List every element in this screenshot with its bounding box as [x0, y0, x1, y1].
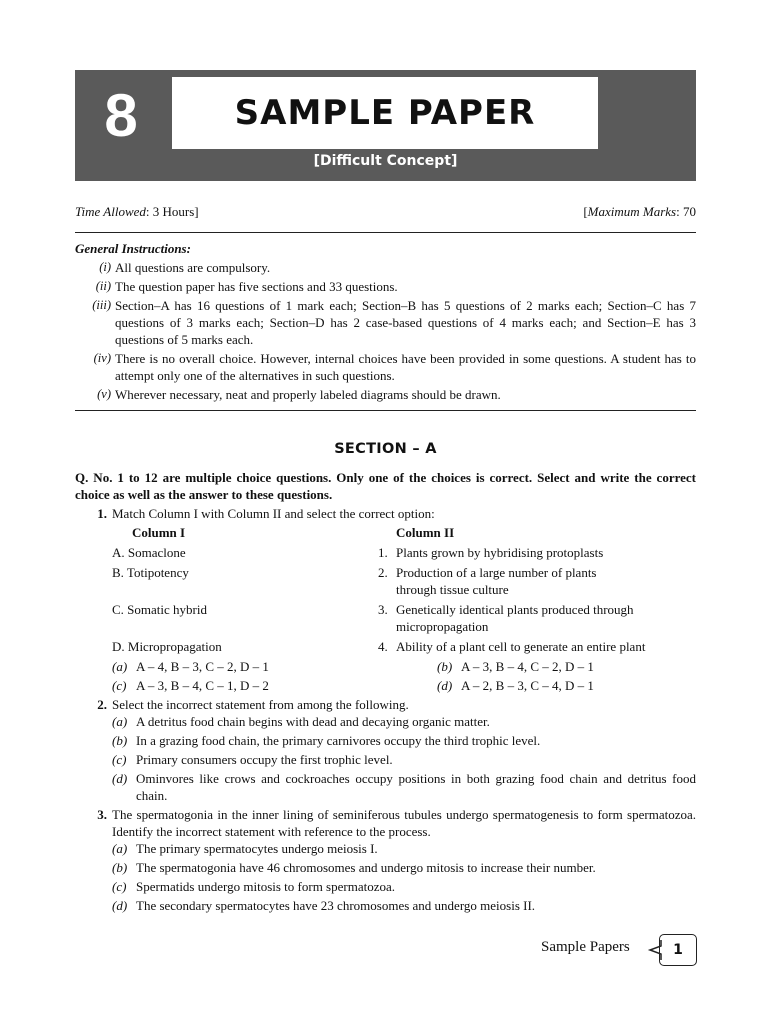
option-a[interactable]: (a) A – 4, B – 3, C – 2, D – 1: [112, 659, 269, 674]
option-row: [112, 677, 696, 694]
instruction-item: (i) All questions are compulsory.: [99, 260, 271, 275]
option-d[interactable]: (d) A – 2, B – 3, C – 4, D – 1: [437, 678, 594, 693]
option-b[interactable]: (b) In a grazing food chain, the primary carnivores occupy the third trophic level.: [112, 733, 541, 748]
paper-title: SAMPLE PAPER: [172, 77, 598, 149]
question-2: 2. Select the incorrect statement from among the following.: [97, 697, 409, 712]
page-number: 1: [659, 934, 697, 966]
option-d[interactable]: (d) Ominvores like crows and cockroaches occupy positions in both grazing food chain and detritus food chain.: [112, 771, 696, 803]
match-row: C. Somatic hybrid 3. Genetically identical plants produced through micropropagation: [112, 602, 634, 634]
match-row: B. Totipotency 2. Production of a large number of plants through tissue culture: [112, 565, 597, 597]
option-c[interactable]: (c) A – 3, B – 4, C – 1, D – 2: [112, 678, 269, 693]
instruction-item: (iv) There is no overall choice. However, internal choices have been provided in some questions. A student has to attempt only one of the alternatives in such questions.: [93, 351, 696, 383]
maximum-marks: [Maximum Marks: 70: [583, 204, 696, 219]
footer-label: Sample Papers: [541, 939, 630, 955]
general-instructions: [75, 240, 696, 405]
paper-banner: [75, 70, 696, 181]
instruction-item: (ii) The question paper has five sections and 33 questions.: [95, 279, 398, 294]
option-a[interactable]: (a) The primary spermatocytes undergo meiosis I.: [112, 841, 378, 856]
instructions-heading: General Instructions:: [75, 241, 191, 256]
match-row: D. Micropropagation 4. Ability of a plant cell to generate an entire plant: [112, 639, 646, 654]
question-3: 3. The spermatogonia in the inner lining of seminiferous tubules undergo spermatogenesis to form spermatozoa. Identify the incorrect statement with reference to the process.: [97, 807, 696, 839]
divider-rule: [75, 232, 696, 233]
match-row: A. Somaclone 1. Plants grown by hybridising protoplasts: [112, 545, 604, 560]
option-b[interactable]: (b) A – 3, B – 4, C – 2, D – 1: [437, 659, 594, 674]
question-1: 1. Match Column I with Column II and select the correct option:: [97, 506, 435, 521]
option-b[interactable]: (b) The spermatogonia have 46 chromosomes and undergo mitosis to increase their number.: [112, 860, 596, 875]
section-title: SECTION – A: [334, 441, 437, 457]
option-a[interactable]: (a) A detritus food chain begins with dead and decaying organic matter.: [112, 714, 490, 729]
time-allowed: Time Allowed: 3 Hours]: [75, 204, 199, 219]
option-row: [112, 658, 696, 675]
match-table-header: Column I Column II: [132, 525, 455, 540]
option-d[interactable]: (d) The secondary spermatocytes have 23 chromosomes and undergo meiosis II.: [112, 898, 536, 913]
paper-subtitle: [Difficult Concept]: [313, 153, 458, 169]
page-footer: [541, 930, 701, 968]
section-intro: Q. No. 1 to 12 are multiple choice questions. Only one of the choices is correct. Select and write the correct choice as well as the answer to these questions.: [75, 470, 696, 502]
match-table: [112, 524, 696, 655]
instruction-item: (iii) Section–A has 16 questions of 1 mark each; Section–B has 5 questions of 2 marks each; Section–C has 7 questions of 3 marks each; Section–D has 2 case-based questions of 4 marks each; and Section–E has 3 questions of 5 marks each.: [92, 298, 696, 347]
section-body: [75, 469, 696, 916]
paper-number: 8: [104, 82, 138, 149]
option-c[interactable]: (c) Primary consumers occupy the first trophic level.: [112, 752, 393, 767]
divider-rule: [75, 410, 696, 411]
option-c[interactable]: (c) Spermatids undergo mitosis to form spermatozoa.: [112, 879, 395, 894]
instruction-item: (v) Wherever necessary, neat and properly labeled diagrams should be drawn.: [97, 387, 501, 402]
